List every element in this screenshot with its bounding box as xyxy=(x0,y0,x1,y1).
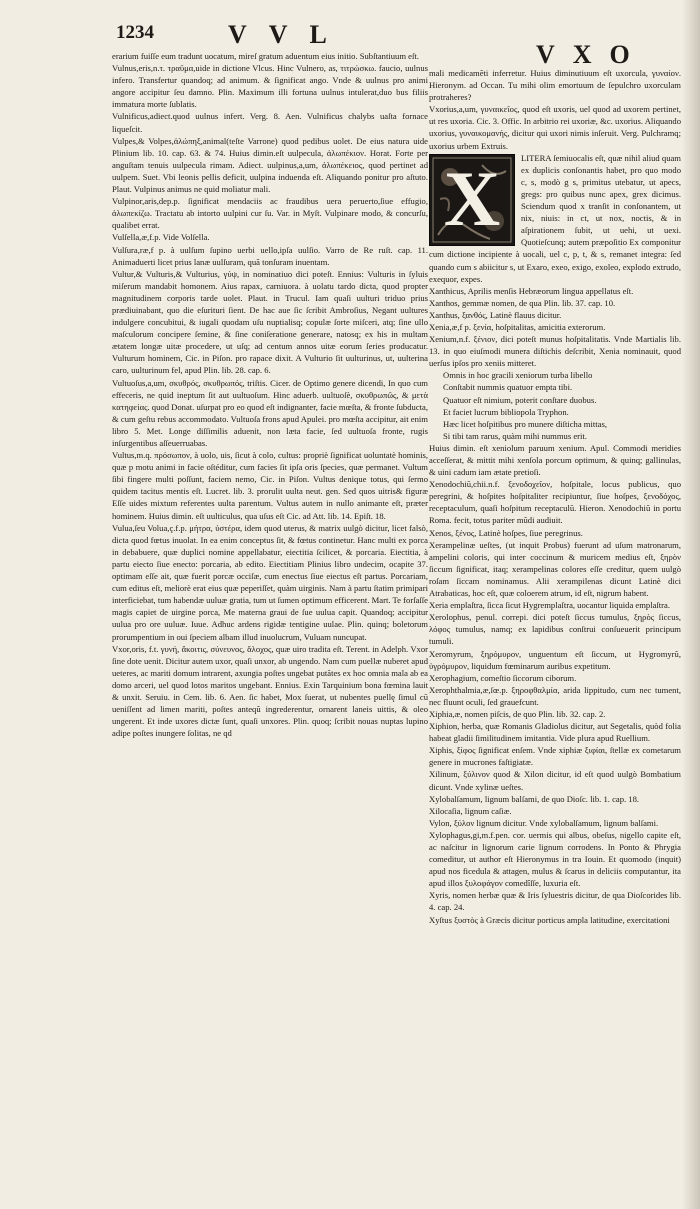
decorated-initial-image xyxy=(429,154,515,246)
verse-line: Hæc licet hoſpitibus pro munere diſticha mittas, xyxy=(443,418,607,429)
entry-xeniolum: Huius dimin. eſt xeniolum paruum xenium. Apul. Commodi meridies acceſſerat, & mittit mihi xenſola porcum optimum, & quinq; gallinulas, & uini cadum iam ætate pretioſi. xyxy=(429,442,681,478)
entry-xenos: Xenos, ξένος, Latinè hoſpes, ſiue peregrinus. xyxy=(429,527,583,538)
running-head-right: VXO xyxy=(536,40,648,69)
entry-vxorius: Vxorius,a,um, γυναικεῖος, quod eſt uxoris, uel quod ad uxorem pertinet, ut res uxoria. Cic. 3. Offic. In arbitrio rei uxoriæ, &c. uxorius. Aliquando uxorius, γυναικομανής, dicitur qui uxori nimis inſeruit. Verg. Pulchramq; uxorius urbem Extruis. xyxy=(429,104,681,151)
entry-xanthos: Xanthos, gemmæ nomen, de qua Plin. lib. 37. cap. 10. xyxy=(429,297,616,308)
entry-vulua: Vulua,ſeu Volua,ç.f.p. μήτρα, ὑστέρα, idem quod uterus, & matrix uulgò dicitur, licet falsò, dicta quod fœtus inuolat. In ea enim conceptus ſit, & fœtus continetur. Hanc multi ex porca in debabuere, quæ duplici nomine appellabatur, eiectitia ſcilicet, & porcaria. Eiectitia, à partu eiecto ſiue enecto: porcaria, ab edito. Eiectitiam Plinius libro undecim, ocapite 37. optimam eſſe ait, quæ fuerit porcæ occiſæ, cum enectus ſiue eiectus eſt partus. Porcariam, cum editus eſt, meliorè erat eius quæ peperiſſet, quàm uirginis. Nam à partu ſtatim primipari interficiebat, tum habendæ uuluæ gratia, tum ut ſumen optimum efficerent. Mart. Te forſaſſe magis capiet de uirgine porca, Me materna graui de ſue uulua capit. Quandoq; accipitur uulua pro ore uuluæ. Iuue. Adhuc ardens rigidæ tentigine uulae. Plin. quinq; boletorum prorumpentium in oui ſpeciem albam illud inuolucrum, Vuluam nuncupat. xyxy=(112,522,428,642)
entry-xenia: Xenia,æ,f p. ξενία, hoſpitalitas, amicitia exterorum. xyxy=(429,321,606,332)
entry-vultur: Vultur,& Vulturis,& Vulturius, γύψ, in nominatiuo dici poteſt. Ennius: Vulturis in ſyluis miſerum mandabit homonem. Aius rapax, carniuora. à uolatu tardo dicta, quod propter magnitudinem corporis tarde uolet. Plaut. in Trucul. Iam quaſi uulturi triduo prius prædiuinabant, quo die eſurituri ſient. De hac aue ſic ſcribit Ambroſius, Negant uultures indulgere concubitui, & iugali quodam uſu nuptialisq; copulæ ſorte miſceri, atq; ſine ullo maſculorum concipere ſemine, & ſine coniſeratione generare, natosq; ex his in multam ætatem longæ uitæ procedere, ut uſq; ad centum annos uitæ eorum ſeries producatur. Vulturum hominem, Cic. in Piſon. pro rapace dixit. A Vulturio ſit uulturinus, ut, uulterina caro, uulturinum fel, apud Plin. lib. 28. cap. 6. xyxy=(112,268,428,376)
entry-eraium: erarium fuiſſe eum tradunt uocatum, mireſ gratum aduentum eius initio. Subſtantiuum eſt. xyxy=(112,51,419,61)
entry-xeria: Xeria emplaſtra, ſicca ſicut Hygremplaſtra, uocantur liquida emplaſtra. xyxy=(429,600,671,611)
page-edge-shadow xyxy=(682,0,700,1209)
entry-xilinum: Xilinum, ξύλινον quod & Xilon dicitur, id eſt quod uulgò Bombatium dicunt. Vnde xylinæ ueſtes. xyxy=(429,769,681,792)
running-head-left: VVL xyxy=(228,20,349,49)
left-column xyxy=(112,50,428,739)
entry-xylobalsamum: Xylobalſamum, lignum balſami, de quo Dioſc. lib. 1. cap. 18. xyxy=(429,793,640,804)
entry-xanthus: Xanthus, ξανθός, Latinè flauus dicitur. xyxy=(429,309,562,320)
entry-xiphis: Xiphis, ξίφος ſignificat enſem. Vnde xiphiæ ξιφίαι, ſtellæ ex cometarum genere in mucrones faſtigiatæ. xyxy=(429,745,681,768)
entry-xylophagus: Xylophagus,gi,m.f.pen. cor. uermis qui albus, obeſus, nigello capite eſt, ac naſcitur in lignorum carie lignum corrodens. In Ponto & Phrygia comeditur, ut author eſt Hieronymus in tra Iouin. Et quomodo (inquit) apud nos ficedula & attagen, mulus & ſcarus in deliciis computantur, ita apud illos ξυλοφάγον comedîſſe, luxuria eſt. xyxy=(429,829,681,889)
entry-vulnus: Vulnus,eris,n.τ. τραῦμα,uide in dictione Vlcus. Hinc Vulnero, as, τιτρώσκω. faucio, uulnus infero. Transfertur quandoq; ad animum. & ſignificat ango. Vnde & uulnus pro animi angore accipitur ſeu damno. Plin. Maximum illi fortuna uulnus intulerat,duo bus filiis immatura morte ſublatis. xyxy=(112,63,428,110)
entry-xiphia: Xiphia,æ, nomen piſcis, de quo Plin. lib. 32. cap. 2. xyxy=(429,708,606,719)
entry-xeromyrum: Xeromyrum, ξηρόμυρον, unguentum eſt ſiccum, ut Hygromyrũ, ὑγρόμυρον, liquidum fœminarum auribus expetitum. xyxy=(429,648,681,671)
entry-xenium: Xenium,n.f. ξένιον, dici poteſt munus hoſpitalitatis. Vnde Martialis lib. 13. in quo eiuſmodi munera diſtichis deſcribit, Xenia nominauit, quod uerſus ipſos pro xeniis mitteret. xyxy=(429,334,681,369)
entry-vulpinor: Vulpinor,aris,dep.p. ſignificat mendaciis ac fraudibus uera peruerto,ſiue effugio, ἀλωπεκίζω. Tractatu ab intorto uulpini cur ſu. Var. in Myſt. Vulpinare modo, & concurſu, qualibet errat. xyxy=(112,196,428,231)
entry-vulnificus: Vulnificus,adiect.quod uulnus infert. Verg. 8. Aen. Vulnificus chalybs uaſta fornace liqueſcit. xyxy=(112,111,428,134)
verse-line: Conſtabit nummis quatuor empta tibi. xyxy=(443,382,573,393)
verse-line: Omnis in hoc gracili xeniorum turba libello xyxy=(443,370,593,381)
entry-xerophthalmia: Xerophthalmia,æ,ſœ.p. ξηροφθαλμία, arida lippitudo, cum nec tument, nec fluunt oculi, ſed grauefcunt. xyxy=(429,684,681,707)
verse-line: Si tibi tam rarus, quàm mihi nummus erit. xyxy=(443,430,587,441)
entry-xerampelinae: Xerampelinæ ueſtes, (ut inquit Probus) fuerunt ad uſum matronarum, ampelini coloris, qui inter coccinum & muricem medius eſt, ξηρὸν ſiccum ſignificat, itaq; xerampelinas colores eſſe creditur, quem uulgò roſam ſiccam nominamus. Alii xerampilenas dicunt Latinè dici Atrabaticas, hoc eſt, quæ coloerem atrum, id eſt, nigrum habent. xyxy=(429,539,681,599)
page-number: 1234 xyxy=(116,22,154,43)
entry-litera-x: LITERA ſemiuocalis eſt, quæ nihil aliud quam ex duplicis conſonantis habet, pro quo modo c, s, modò g s, primitus utebatur, ut apecs, gregs: pro quibus nunc apex, grex dicimus. Sciendum quod x tranſit in conſonantem, ut nix, niuis: in ct, ut nox, noctis, & in aſpirationem ſubit, ut uehi, ut uexi. Quotieſcunq; autem præpoſitio Ex componitur cum dictione incipiente à uocali, uel c, p, t, & s, remanet integra: ſed quando cum s abiicitur s, ut Exaro, exeo, exigo, exoleo, explodo extrudo, exequor, expes. xyxy=(429,152,681,284)
entry-vultuosus: Vultuoſus,a,um, σκυθρός, σκυθρωπός, triſtis. Cicer. de Optimo genere dicendi, In quo cum effeceris, ne quid ineptum ſit aut uultuoſum. Hinc aduerb. uultuoſè, σκυθρωπῶς, & μετὰ κατηφείας. quod Donat. uſurpat pro eo quod eſt indignanter, facie mœſta, & fronte ſubducta, & cum geſtu rebus accommodato. Vultuoſa frons apud Apulei. pro mœſta accipitur, ait enim libro 5. Met. Longe diſſimilis aduenit, non læta facie, ſed uultuoſa fronte, rugis inſurgentibus aſſeuerruabas. xyxy=(112,377,428,448)
entry-xystus: Xyſtus ξυστὸς à Græcis dicitur porticus ampla latitudine, exercitationi xyxy=(429,914,670,925)
entry-vulpes: Vulpes,& Volpes,ἀλώπηξ,animal(teſte Varrone) quod pedibus uolet. De eius natura uide Plinium lib. 10. cap. 63. & 74. Huius dimin.eſt uulpecula, ἀλωπέκιον. Horat. Forte per anguſtam tenuis uulpecula rimam. Adiect. uulpinus,a,um, ἀλωπέκειος, quod pertinet ad uulpem. Suet. Vbi leonis pellis deficit, uulpina induenda eſt. Aliquando ponitur pro aſtuto. Plaut. Vulpinus animus ne quid moliatur mali. xyxy=(112,135,428,195)
entry-vylon: Vylon, ξύλον lignum dicitur. Vnde xylobalſamum, lignum balſami. xyxy=(429,817,659,828)
entry-vulsura: Vulſura,ræ,f p. à uulſum ſupino uerbi uello,ipſa uulſio. Varro de Re ruſt. cap. 11. Animaduerti licet prius lanæ uulſuram, quã tonſuram inuentam. xyxy=(112,244,428,267)
entry-vulsella: Vulſella,æ,f.p. Vide Volſella. xyxy=(112,232,210,243)
initial-letter: X xyxy=(443,154,501,242)
right-column xyxy=(429,67,681,926)
entry-xiphion: Xiphion, herba, quæ Romanis Gladiolus dicitur, aut Segetalis, quòd folia habeat gladii ſimilitudinem imitantia. Vide plura apud Ruellium. xyxy=(429,721,681,744)
verse-line: Et faciet lucrum bibliopola Tryphon. xyxy=(443,406,569,417)
entry-vultus: Vultus,m.q. πρόσωπον, à uolo, uis, ſicut à colo, cultus: propriè ſignificat uoluntatè hominis, quæ p motu animi in facie oſtéditur, cum facies ſit ipſa oris ſpecies, quæ permanet. Vultum ſibi fingere multi poſſunt, faciem nemo, Cic. in Piſon. Vultus denique totus, qui ſermo quidem tacitus mentis eſt. Lucret. lib. 3. prorulit uulta neut. gen. Sed quos uitris& figuræ Eſſe uides mixtum referentes uulta parentum. Vultus autem in nullo animante eſt, præter hominem. Huius dimin. eſt uulticulus, qua uſus eſt Cic. ad Att. lib. 14. Epiſt. 18. xyxy=(112,450,428,521)
verse-line: Quatuor eſt nimium, poterit conſtare duobus. xyxy=(443,394,597,405)
entry-vxor: Vxor,oris, f.t. γυνή, ἄκοιτις, σύνευνος, ἄλοχος, quæ uiro tradita eſt. Terent. in Adelph. Vxor ſine dote uenit. Dicitur autem uxor, quaſi unxor, ab ungendo. Nam cum puellæ nuberet apud ueteres, ac mariti domum intrarent, axungia poſtes ungebat putãtes ex hoc omnia mala ab ea domo arceri, uel quod lotos maritos ungebant. Ennius. Exin Tarquinium bona fœmina lauit & unxit. Seruiu. in Cem. lib. 6. Aen. ſic habet, Mox ſuerat, ut nubentes puellę ſimul cū ueniſſent ad limen mariti, poſtes anteqũ ingrederentur, ornarent laneis uittis, & oleo ungerent. Et inde uxores dictæ ſunt, quaſi unxores. Plin. quoq; ſcribit nouas nuptas lupino adipe poſtes inungere ſolitas, ne qd xyxy=(112,643,428,739)
entry-xenodochium: Xenodochiũ,chii.n.f. ξενοδοχεῖον, hoſpitale, locus publicus, quo peregrini, & hoſpites hoſpitaliter recipiuntur, ſiue hoſpes, ξενοδόχος, receptaculum, quaſi hoſpitum receptaculũ. Hieron. Xenodochiũ in portu Roma. fecit, totus pariter mũdi audiuit. xyxy=(429,479,681,526)
entry-xerophagium: Xerophagium, comeſtio ſiccorum ciborum. xyxy=(429,672,577,683)
entry-continuation: mali medicamẽti inferretur. Huius diminutiuum eſt uxorcula, γυναίον. Hieronym. ad Occan. Tu mihi olim emortuum de ſepulchro uxorculam protraheres? xyxy=(429,68,681,103)
entry-xyris: Xyris, nomen herbæ quæ & Iris ſyluestris dicitur, de qua Dioſcorides lib. 4. cap. 24. xyxy=(429,890,681,913)
entry-xilocasia: Xilocaſia, lignum caſiæ. xyxy=(429,805,512,816)
entry-xerolophus: Xerolophus, penul. correpi. dici poteſt ſiccus tumulus, ξηρὸς ſiccus, λόφος tumulus, namq; ex lapidibus conſtrui conſueuerit principum tumuli. xyxy=(429,612,681,647)
entry-xanthicus: Xanthicus, Aprilis menſis Hebræorum lingua appellatus eſt. xyxy=(429,285,634,296)
